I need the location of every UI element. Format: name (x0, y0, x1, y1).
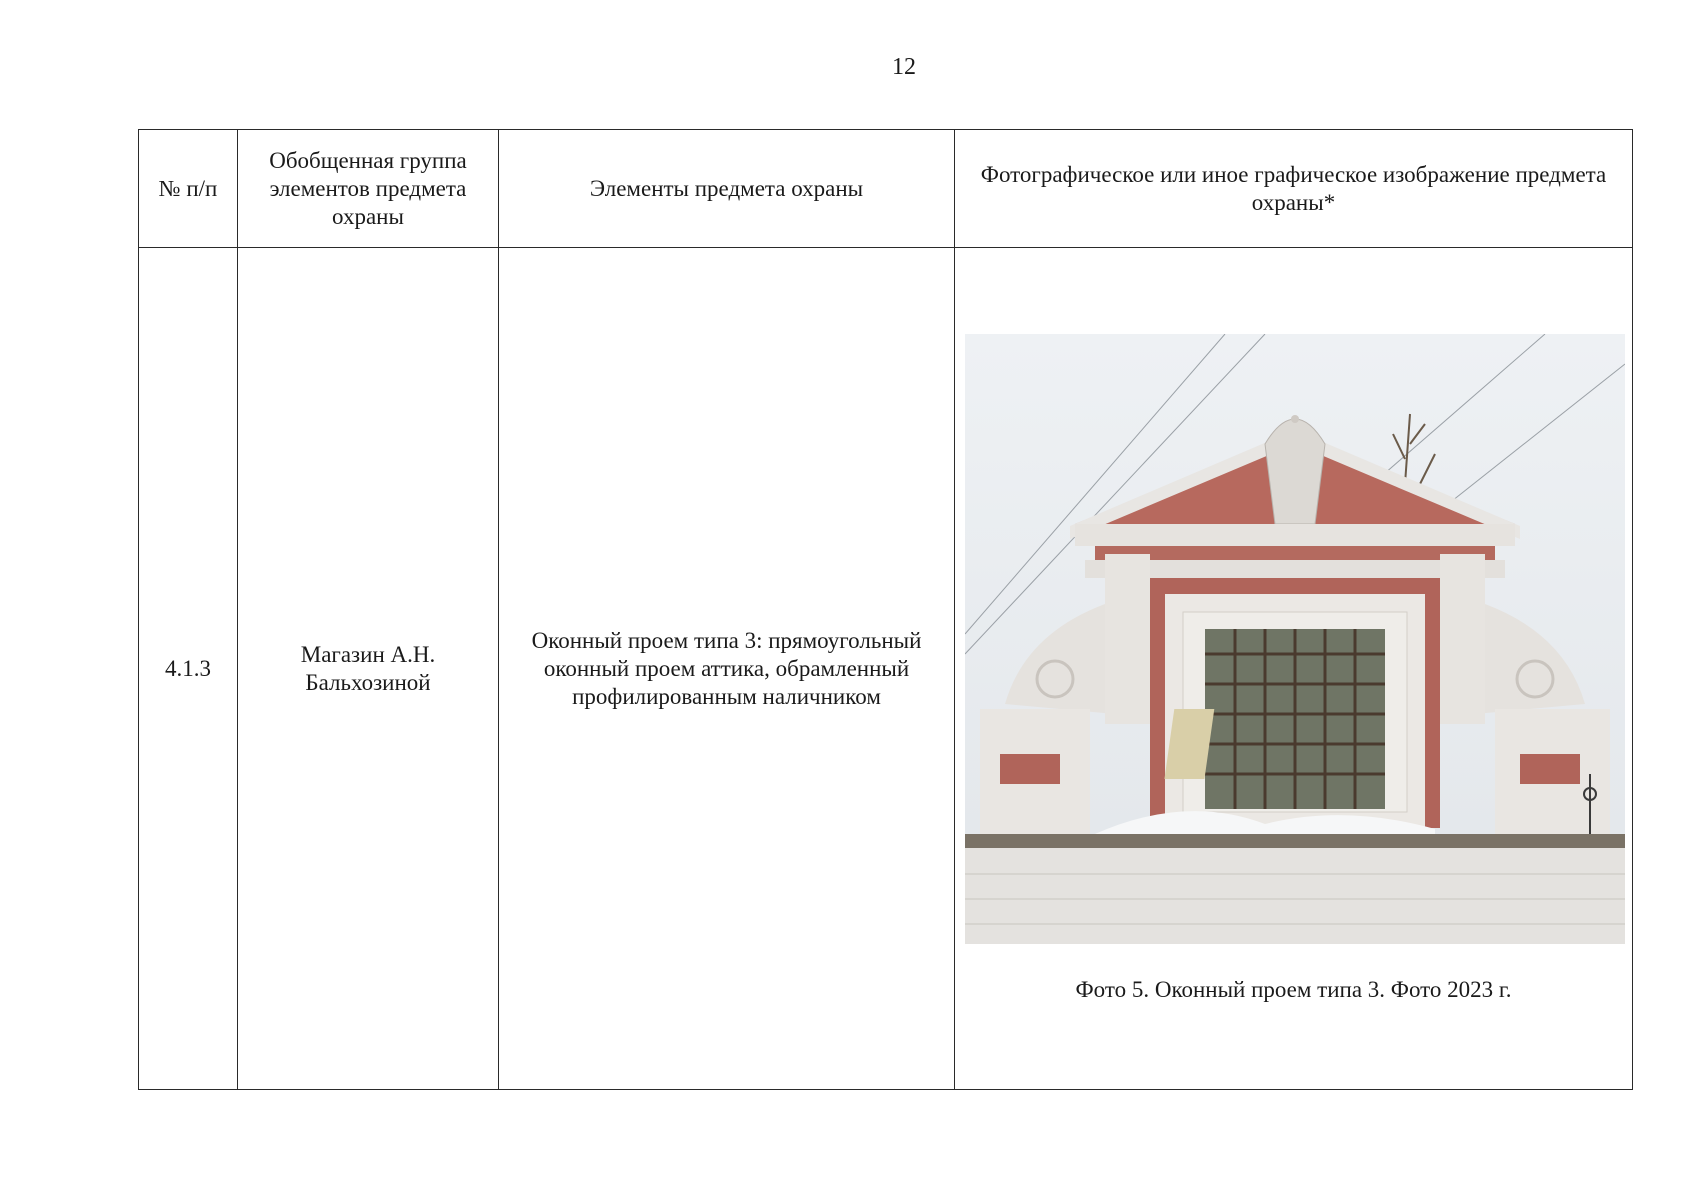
table-row (139, 248, 1633, 1090)
protection-table (138, 129, 1633, 1090)
header-number: № п/п (139, 130, 238, 248)
header-image: Фотографическое или иное графическое изображение предмета охраны* (955, 130, 1633, 248)
header-group: Обобщенная группа элементов предмета охраны (238, 130, 499, 248)
photo-caption: Фото 5. Оконный проем типа 3. Фото 2023 г. (1075, 977, 1512, 1002)
row-group: Магазин А.Н. Бальхозиной (238, 248, 499, 1090)
table-header-row (139, 130, 1633, 248)
building-photo (965, 334, 1625, 944)
header-elements: Элементы предмета охраны (499, 130, 955, 248)
row-image-cell (955, 248, 1633, 1090)
page-number: 12 (892, 54, 916, 80)
row-number: 4.1.3 (139, 248, 238, 1090)
row-elements: Оконный проем типа 3: прямоугольный оконный проем аттика, обрамленный профилированным наличником (499, 248, 955, 1090)
